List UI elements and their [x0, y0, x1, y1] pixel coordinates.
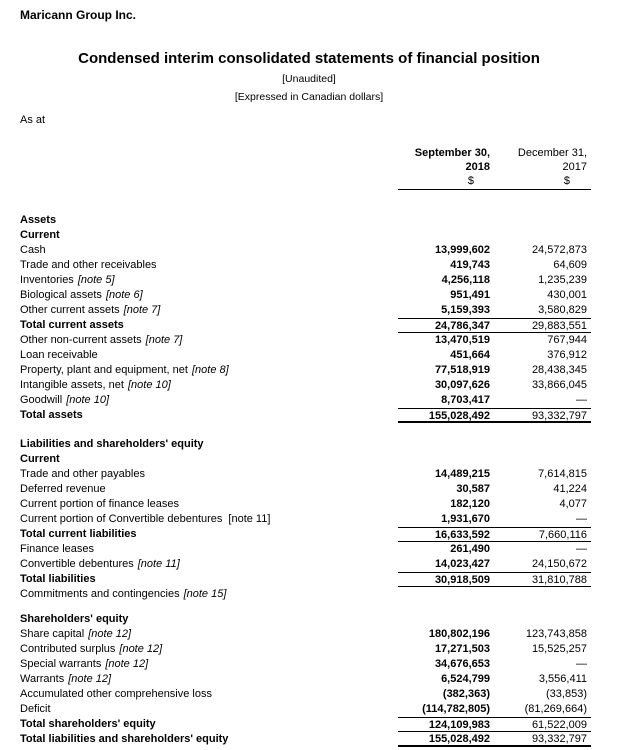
- table-row: [0, 497, 618, 512]
- value-dec31-2017: 767,944: [547, 334, 587, 346]
- table-row: [0, 467, 618, 482]
- value-sep30-2018: 951,491: [450, 289, 490, 301]
- row-label: Deferred revenue: [20, 483, 106, 495]
- note-reference: [note 7]: [145, 334, 183, 346]
- row-values: [398, 258, 591, 273]
- value-dec31-2017: 64,609: [553, 259, 587, 271]
- table-row: [0, 687, 618, 702]
- row-values: [398, 348, 591, 363]
- value-sep30-2018: [398, 587, 490, 602]
- value-dec31-2017: 376,912: [547, 349, 587, 361]
- table-row: [0, 672, 618, 687]
- unaudited-label: [Unaudited]: [282, 73, 336, 85]
- section-gap: [0, 423, 618, 437]
- value-dec31-2017: 93,332,797: [531, 410, 587, 422]
- row-values: [398, 482, 591, 497]
- row-label: Cash: [20, 244, 46, 256]
- total-row: [0, 527, 618, 542]
- row-label: Shareholders' equity: [20, 613, 129, 625]
- value-sep30-2018: 4,256,118: [441, 274, 490, 286]
- value-sep30-2018: 180,802,196: [428, 628, 490, 640]
- row-values: [398, 657, 591, 672]
- row-label: Total assets: [20, 409, 83, 421]
- row-values: [398, 228, 591, 243]
- row-label: Trade and other payables: [20, 468, 145, 480]
- value-dec31-2017: 3,556,411: [538, 673, 587, 685]
- table-row: [0, 512, 618, 527]
- value-sep30-2018: 30,918,509: [434, 574, 490, 586]
- row-values: [398, 288, 591, 303]
- currency-row: [0, 174, 618, 190]
- row-values: [398, 527, 591, 542]
- row-label: Commitments and contingencies [note 15]: [20, 588, 227, 600]
- note-reference: [note 10]: [127, 379, 171, 391]
- table-row: [0, 702, 618, 717]
- table-row: [0, 657, 618, 672]
- value-sep30-2018: 14,023,427: [434, 558, 490, 570]
- value-dec31-2017: 29,883,551: [531, 320, 587, 332]
- table-row: [0, 557, 618, 572]
- value-sep30-2018: 5,159,393: [441, 304, 490, 316]
- row-label: Assets: [20, 214, 57, 226]
- value-sep30-2018: 13,470,519: [434, 334, 490, 346]
- section-row: [0, 437, 618, 452]
- value-dec31-2017: [490, 437, 587, 452]
- value-dec31-2017: [490, 587, 587, 602]
- section-row: [0, 612, 618, 627]
- currency-note: [Expressed in Canadian dollars]: [234, 91, 384, 103]
- value-sep30-2018: 451,664: [450, 349, 490, 361]
- value-sep30-2018: 24,786,347: [434, 320, 490, 332]
- table-row: [0, 482, 618, 497]
- row-values: [398, 273, 591, 288]
- row-label: Current: [20, 229, 60, 241]
- note-reference: [note 8]: [191, 364, 229, 376]
- note-reference: [note 7]: [123, 304, 161, 316]
- row-values: [398, 702, 591, 717]
- value-dec31-2017: —: [576, 394, 587, 406]
- value-dec31-2017: [490, 612, 587, 627]
- row-values: [398, 213, 591, 228]
- dollar-sign-2017: $: [563, 175, 570, 187]
- statement-title: Condensed interim consolidated statements of financial position: [78, 50, 540, 67]
- row-label: Current portion of finance leases: [20, 498, 179, 510]
- row-label: Inventories [note 5]: [20, 274, 115, 286]
- table-row: [0, 288, 618, 303]
- row-values: [398, 672, 591, 687]
- row-label: Total current assets: [20, 319, 124, 331]
- company-name: Maricann Group Inc.: [20, 8, 137, 22]
- value-sep30-2018: [398, 452, 490, 467]
- value-sep30-2018: 77,518,919: [434, 364, 490, 376]
- value-dec31-2017: 3,580,829: [538, 304, 587, 316]
- dollar-sign-2018: $: [467, 175, 474, 187]
- row-values: [398, 378, 591, 393]
- row-values: [398, 243, 591, 258]
- value-sep30-2018: 155,028,492: [428, 410, 490, 422]
- value-sep30-2018: 261,490: [450, 543, 490, 555]
- row-label: Other current assets [note 7]: [20, 304, 161, 316]
- row-values: [398, 687, 591, 702]
- total-row: [0, 732, 618, 747]
- row-values: [398, 642, 591, 657]
- statement-table: [0, 146, 618, 747]
- table-row: [0, 393, 618, 408]
- column-header-2018: September 30, 2018: [414, 147, 490, 173]
- value-sep30-2018: 182,120: [450, 498, 490, 510]
- value-dec31-2017: —: [576, 513, 587, 525]
- total-row: [0, 717, 618, 732]
- total-row: [0, 318, 618, 333]
- row-values: [398, 467, 591, 482]
- value-sep30-2018: 419,743: [450, 259, 490, 271]
- table-row: [0, 642, 618, 657]
- note-reference: [note 15]: [183, 588, 227, 600]
- table-row: [0, 348, 618, 363]
- value-sep30-2018: 8,703,417: [441, 394, 490, 406]
- row-label: Share capital [note 12]: [20, 628, 132, 640]
- value-dec31-2017: 93,332,797: [531, 733, 587, 745]
- row-label: Intangible assets, net [note 10]: [20, 379, 171, 391]
- row-label: Liabilities and shareholders' equity: [20, 438, 204, 450]
- table-row: [0, 243, 618, 258]
- row-values: [398, 408, 591, 423]
- value-sep30-2018: (382,363): [442, 688, 490, 700]
- value-sep30-2018: 34,676,653: [434, 658, 490, 670]
- value-sep30-2018: 124,109,983: [428, 719, 490, 731]
- row-values: [398, 393, 591, 408]
- value-sep30-2018: [398, 228, 490, 243]
- note-reference: [note 10]: [66, 394, 110, 406]
- row-values: [398, 333, 591, 348]
- row-values: [398, 303, 591, 318]
- row-label: Total liabilities and shareholders' equity: [20, 733, 229, 745]
- row-values: [398, 542, 591, 557]
- column-headers: [0, 146, 618, 174]
- row-label: Loan receivable: [20, 349, 98, 361]
- table-row: [0, 303, 618, 318]
- value-sep30-2018: 6,524,799: [441, 673, 490, 685]
- note-reference: [note 12]: [68, 673, 112, 685]
- value-sep30-2018: 13,999,602: [434, 244, 490, 256]
- value-dec31-2017: 61,522,009: [531, 719, 587, 731]
- row-label: Warrants [note 12]: [20, 673, 112, 685]
- note-reference: [note 12]: [105, 658, 149, 670]
- value-dec31-2017: 33,866,045: [531, 379, 587, 391]
- subsection-row: [0, 228, 618, 243]
- row-label: Special warrants [note 12]: [20, 658, 149, 670]
- row-values: [398, 363, 591, 378]
- row-values: [398, 497, 591, 512]
- row-label: Accumulated other comprehensive loss: [20, 688, 212, 700]
- row-values: [398, 627, 591, 642]
- value-dec31-2017: 24,572,873: [531, 244, 587, 256]
- section-row: [0, 213, 618, 228]
- table-row: [0, 627, 618, 642]
- row-values: [398, 612, 591, 627]
- row-label: Deficit: [20, 703, 51, 715]
- row-label: Goodwill [note 10]: [20, 394, 110, 406]
- value-dec31-2017: 31,810,788: [531, 574, 587, 586]
- as-at-label: As at: [20, 114, 46, 126]
- value-sep30-2018: 16,633,592: [434, 529, 490, 541]
- value-dec31-2017: 7,660,116: [538, 529, 587, 541]
- note-reference: [note 5]: [77, 274, 115, 286]
- row-label: Total shareholders' equity: [20, 718, 156, 730]
- row-label: Biological assets [note 6]: [20, 289, 143, 301]
- value-dec31-2017: (81,269,664): [524, 703, 587, 715]
- value-sep30-2018: 17,271,503: [434, 643, 490, 655]
- note-reference: [note 11]: [228, 513, 271, 525]
- value-sep30-2018: 1,931,670: [441, 513, 490, 525]
- value-dec31-2017: 24,150,672: [531, 558, 587, 570]
- row-values: [398, 512, 591, 527]
- table-row: [0, 258, 618, 273]
- row-label: Current portion of Convertible debentures [note 11]: [20, 513, 271, 525]
- value-dec31-2017: (33,853): [546, 688, 587, 700]
- section-gap: [0, 602, 618, 612]
- value-sep30-2018: [398, 612, 490, 627]
- value-sep30-2018: 30,587: [456, 483, 490, 495]
- value-dec31-2017: 123,743,858: [525, 628, 587, 640]
- row-label: Finance leases: [20, 543, 94, 555]
- row-label: Total liabilities: [20, 573, 96, 585]
- table-row: [0, 542, 618, 557]
- row-values: [398, 717, 591, 732]
- value-dec31-2017: [490, 213, 587, 228]
- row-values: [398, 557, 591, 572]
- row-label: Trade and other receivables: [20, 259, 157, 271]
- subsection-row: [0, 452, 618, 467]
- value-sep30-2018: 14,489,215: [434, 468, 490, 480]
- row-values: [398, 732, 591, 747]
- value-sep30-2018: (114,782,805): [422, 703, 490, 715]
- value-dec31-2017: 28,438,345: [531, 364, 587, 376]
- table-row: [0, 587, 618, 602]
- value-dec31-2017: [490, 452, 587, 467]
- row-values: [398, 437, 591, 452]
- value-dec31-2017: [490, 228, 587, 243]
- value-dec31-2017: —: [576, 543, 587, 555]
- row-label: Current: [20, 453, 60, 465]
- value-dec31-2017: 41,224: [553, 483, 587, 495]
- note-reference: [note 12]: [88, 628, 132, 640]
- value-sep30-2018: [398, 437, 490, 452]
- table-row: [0, 273, 618, 288]
- column-header-2017: December 31, 2017: [517, 147, 587, 173]
- row-values: [398, 318, 591, 333]
- row-label: Convertible debentures [note 11]: [20, 558, 180, 570]
- value-dec31-2017: 430,001: [547, 289, 587, 301]
- row-values: [398, 452, 591, 467]
- row-values: [398, 572, 591, 587]
- total-row: [0, 572, 618, 587]
- row-label: Total current liabilities: [20, 528, 137, 540]
- row-values: [398, 587, 591, 602]
- value-dec31-2017: 7,614,815: [538, 468, 587, 480]
- value-dec31-2017: 15,525,257: [531, 643, 587, 655]
- row-label: Property, plant and equipment, net [note 8]: [20, 364, 229, 376]
- table-row: [0, 378, 618, 393]
- total-row: [0, 408, 618, 423]
- note-reference: [note 11]: [137, 558, 180, 570]
- row-label: Other non-current assets [note 7]: [20, 334, 183, 346]
- statement-rows: [0, 213, 618, 747]
- value-sep30-2018: 30,097,626: [434, 379, 490, 391]
- value-sep30-2018: 155,028,492: [428, 733, 490, 745]
- note-reference: [note 12]: [119, 643, 163, 655]
- note-reference: [note 6]: [105, 289, 143, 301]
- row-label: Contributed surplus [note 12]: [20, 643, 163, 655]
- value-sep30-2018: [398, 213, 490, 228]
- value-dec31-2017: 4,077: [559, 498, 587, 510]
- value-dec31-2017: —: [576, 658, 587, 670]
- table-row: [0, 363, 618, 378]
- value-dec31-2017: 1,235,239: [538, 274, 587, 286]
- table-row: [0, 333, 618, 348]
